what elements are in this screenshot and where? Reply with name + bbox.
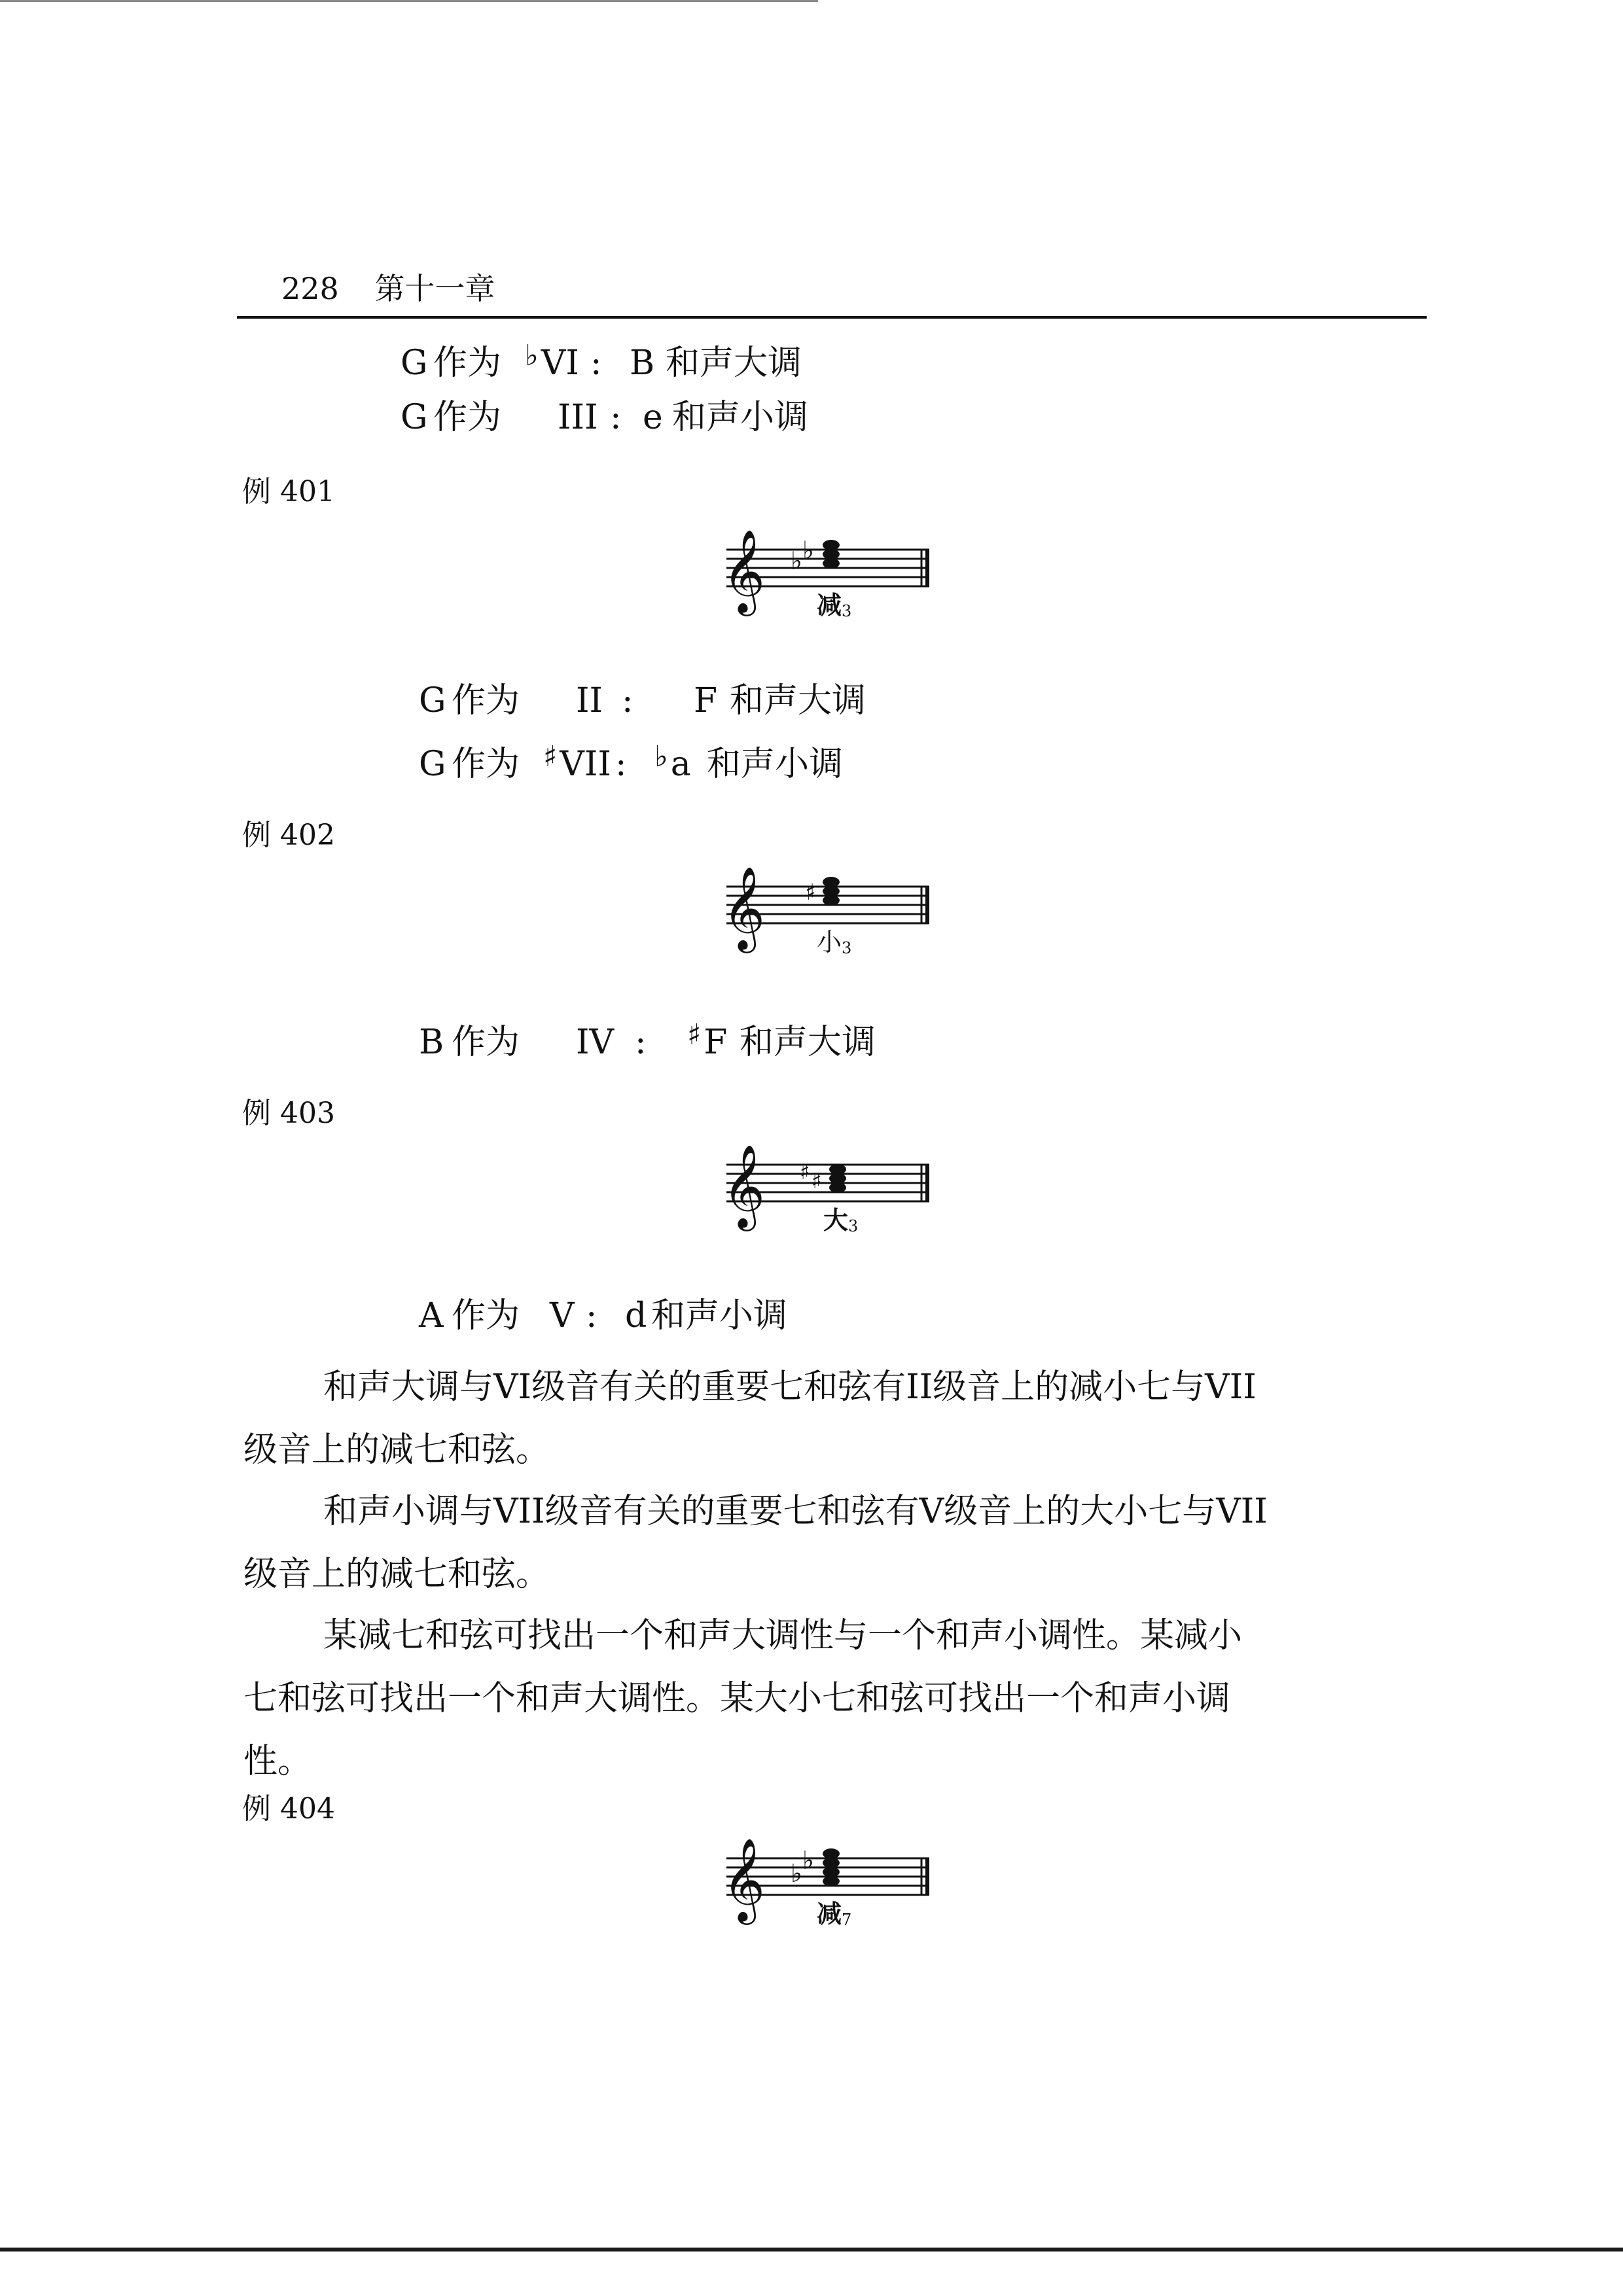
note-head — [829, 1182, 846, 1193]
line-mode: 和声大调 — [730, 681, 866, 720]
paragraph-2 — [243, 1480, 1408, 1606]
note-head — [823, 1867, 840, 1877]
note-head — [823, 549, 840, 559]
chapter-title: 第十一章 — [374, 271, 495, 306]
degree-line-5 — [419, 1018, 876, 1062]
line-colon: : — [615, 745, 627, 784]
line-as: 作为 — [452, 1296, 520, 1335]
sharp-icon: ♯ — [687, 1018, 702, 1051]
paragraph-text: 七和弦可找出一个和声大调性。某大小七和弦可找出一个和声小调 — [243, 1679, 1231, 1718]
line-as: 作为 — [452, 1023, 520, 1062]
sharp-icon: ♯ — [543, 740, 558, 773]
line-mode: 和声小调 — [707, 745, 844, 784]
paragraph-text: 性。 — [243, 1742, 312, 1781]
line-colon: : — [622, 681, 633, 720]
degree-line-4 — [419, 740, 844, 784]
note-head — [823, 895, 840, 906]
paragraph-1 — [243, 1356, 1408, 1481]
line-as: 作为 — [433, 344, 502, 383]
header-rule — [237, 316, 1427, 319]
line-key: e — [643, 398, 663, 437]
line-degree: V — [550, 1296, 575, 1335]
line-note: G — [419, 681, 446, 720]
flat-icon: ♭ — [791, 546, 802, 575]
sharp-icon: ♯ — [812, 1169, 822, 1193]
degree-line-1 — [401, 339, 802, 383]
paragraph-3 — [243, 1604, 1408, 1793]
treble-clef-icon: 𝄞 — [722, 529, 766, 612]
flat-icon: ♭ — [802, 536, 814, 565]
music-staff-401 — [713, 504, 936, 622]
paragraph-text: 某减七和弦可找出一个和声大调性与一个和声小调性。某减小 — [323, 1616, 1243, 1655]
flat-icon: ♭ — [802, 1846, 814, 1875]
bottom-edge-rule — [0, 2248, 1623, 2252]
line-note: G — [401, 398, 428, 437]
example-label: 例 401 — [242, 475, 335, 508]
line-colon: : — [610, 398, 622, 437]
note-head — [823, 886, 840, 896]
music-staff-404 — [713, 1819, 936, 1937]
line-mode: 和声大调 — [740, 1023, 876, 1062]
line-key: F — [694, 681, 718, 720]
degree-line-2 — [401, 398, 809, 437]
note-head — [823, 1858, 840, 1868]
line-degree: VII — [560, 745, 611, 784]
chord-label: 大 — [823, 1206, 849, 1235]
line-colon: : — [590, 344, 602, 383]
note-head — [823, 1848, 840, 1859]
example-label: 例 402 — [242, 819, 335, 852]
line-note: G — [419, 745, 446, 784]
line-key: B — [630, 344, 655, 383]
note-head — [823, 558, 840, 569]
note-head — [823, 1876, 840, 1886]
line-colon: : — [586, 1296, 597, 1335]
chord-subscript: 7 — [842, 1911, 852, 1929]
line-key: F — [704, 1023, 728, 1062]
sharp-icon: ♯ — [805, 879, 816, 906]
line-degree: VI — [541, 344, 579, 383]
line-note: G — [401, 344, 428, 383]
line-mode: 和声大调 — [666, 344, 802, 383]
line-mode: 和声小调 — [651, 1296, 788, 1335]
paragraph-text: 级音上的减七和弦。 — [243, 1555, 550, 1594]
treble-clef-icon: 𝄞 — [722, 1837, 766, 1921]
music-staff-402 — [713, 847, 936, 965]
line-degree: IV — [576, 1023, 615, 1062]
music-staff-403 — [713, 1125, 936, 1243]
line-key: a — [670, 745, 691, 784]
flat-icon: ♭ — [525, 339, 539, 372]
chord-label: 减 — [817, 591, 842, 620]
degree-line-3 — [419, 681, 866, 720]
chord-label: 减 — [817, 1899, 842, 1928]
page-number: 228 — [281, 271, 339, 306]
degree-line-6 — [419, 1296, 788, 1335]
line-key: d — [625, 1296, 647, 1335]
example-label: 例 403 — [242, 1097, 335, 1130]
top-edge-rule — [0, 0, 818, 2]
paragraph-text: 级音上的减七和弦。 — [243, 1430, 550, 1470]
sharp-icon: ♯ — [800, 1159, 810, 1184]
line-mode: 和声小调 — [672, 398, 809, 437]
line-as: 作为 — [452, 681, 520, 720]
flat-icon: ♭ — [654, 740, 668, 773]
chord-subscript: 3 — [848, 1217, 859, 1235]
treble-clef-icon: 𝄞 — [722, 866, 766, 949]
example-label: 例 404 — [242, 1792, 335, 1826]
chord-subscript: 3 — [842, 602, 852, 620]
line-colon: : — [635, 1023, 647, 1062]
paragraph-text: 和声小调与VII级音有关的重要七和弦有V级音上的大小七与VII — [323, 1492, 1268, 1531]
note-head — [829, 1164, 846, 1174]
note-head — [823, 877, 840, 887]
line-note: A — [419, 1296, 444, 1335]
note-head — [829, 1173, 846, 1184]
note-head — [823, 540, 840, 550]
line-degree: II — [576, 681, 603, 720]
paragraph-text: 和声大调与VI级音有关的重要七和弦有II级音上的减小七与VII — [323, 1368, 1257, 1407]
chord-label: 小 — [817, 928, 842, 957]
page-header — [281, 265, 495, 308]
treble-clef-icon: 𝄞 — [722, 1144, 766, 1227]
chord-subscript: 3 — [842, 939, 852, 957]
line-degree: III — [558, 398, 598, 437]
line-as: 作为 — [452, 745, 520, 784]
flat-icon: ♭ — [791, 1859, 802, 1888]
line-as: 作为 — [433, 398, 502, 437]
line-note: B — [419, 1023, 444, 1062]
